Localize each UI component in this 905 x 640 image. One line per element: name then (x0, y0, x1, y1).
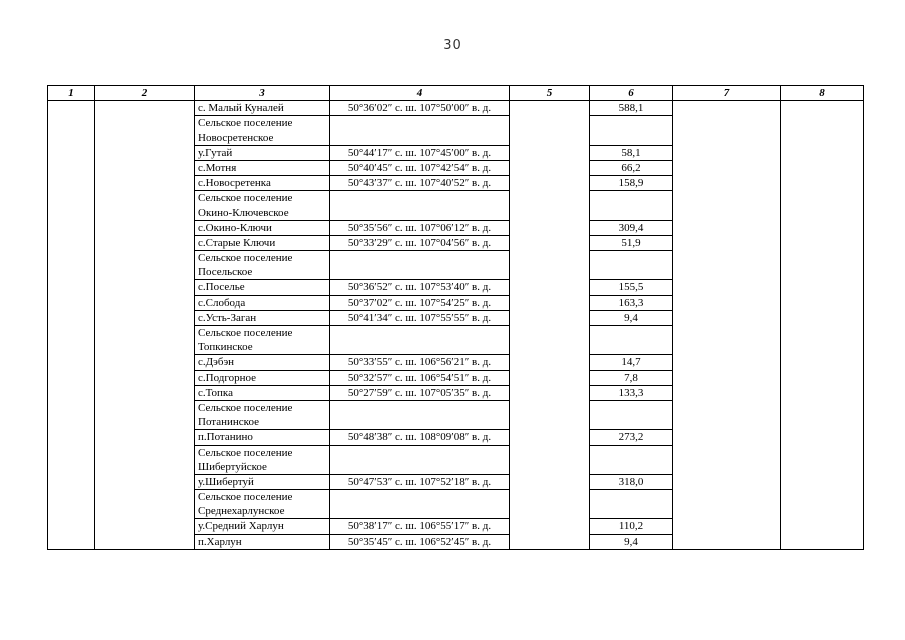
coordinates: 50°32′57″ с. ш. 106°54′51″ в. д. (330, 370, 510, 385)
value-cell (590, 490, 673, 505)
header-row (48, 86, 864, 101)
settlement-name: у.Гутай (195, 145, 330, 160)
settlement-name: с.Поселье (195, 280, 330, 295)
page-number: 30 (443, 38, 462, 53)
settlement-name: у.Средний Харлун (195, 519, 330, 534)
value-cell: 155,5 (590, 280, 673, 295)
value-cell: 7,8 (590, 370, 673, 385)
value-cell (590, 415, 673, 430)
coordinates: 50°33′29″ с. ш. 107°04′56″ в. д. (330, 235, 510, 250)
value-cell: 9,4 (590, 534, 673, 549)
section-label: Посельское (195, 265, 330, 280)
value-cell: 51,9 (590, 235, 673, 250)
value-cell (590, 340, 673, 355)
coordinates: 50°27′59″ с. ш. 107°05′35″ в. д. (330, 385, 510, 400)
value-cell (590, 265, 673, 280)
settlement-name: с.Дэбэн (195, 355, 330, 370)
settlement-name: п.Харлун (195, 534, 330, 549)
section-label: Сельское поселение (195, 116, 330, 131)
value-cell: 58,1 (590, 145, 673, 160)
table-body (48, 101, 864, 550)
section-label: Сельское поселение (195, 326, 330, 341)
col2-cell (95, 101, 195, 550)
section-label: Сельское поселение (195, 191, 330, 206)
coordinates: 50°35′56″ с. ш. 107°06′12″ в. д. (330, 220, 510, 235)
value-cell: 9,4 (590, 310, 673, 325)
value-cell: 14,7 (590, 355, 673, 370)
section-label: Потанинское (195, 415, 330, 430)
section-label: Шибертуйское (195, 460, 330, 475)
coordinates (330, 460, 510, 475)
coordinates: 50°36′02″ с. ш. 107°50′00″ в. д. (330, 101, 510, 116)
settlement-name: с.Топка (195, 385, 330, 400)
col7-cell (673, 101, 781, 550)
value-cell (590, 460, 673, 475)
coordinates: 50°33′55″ с. ш. 106°56′21″ в. д. (330, 355, 510, 370)
value-cell: 158,9 (590, 176, 673, 191)
coordinates: 50°40′45″ с. ш. 107°42′54″ в. д. (330, 160, 510, 175)
coordinates (330, 191, 510, 206)
value-cell (590, 445, 673, 460)
header-cell: 3 (195, 86, 330, 101)
settlement-name: с.Новосретенка (195, 176, 330, 191)
coordinates: 50°37′02″ с. ш. 107°54′25″ в. д. (330, 295, 510, 310)
value-cell (590, 206, 673, 221)
value-cell: 309,4 (590, 220, 673, 235)
coordinates (330, 251, 510, 266)
settlement-name: с.Подгорное (195, 370, 330, 385)
settlements-table (47, 85, 864, 550)
coordinates (330, 326, 510, 341)
coordinates: 50°47′53″ с. ш. 107°52′18″ в. д. (330, 474, 510, 489)
settlement-name: с. Малый Куналей (195, 101, 330, 116)
value-cell: 588,1 (590, 101, 673, 116)
section-label: Топкинское (195, 340, 330, 355)
coordinates (330, 131, 510, 146)
header-cell: 1 (48, 86, 95, 101)
settlement-name: с.Мотня (195, 160, 330, 175)
coordinates: 50°36′52″ с. ш. 107°53′40″ в. д. (330, 280, 510, 295)
col1-cell (48, 101, 95, 550)
settlement-name: у.Шибертуй (195, 474, 330, 489)
col5-cell (510, 101, 590, 550)
value-cell: 318,0 (590, 474, 673, 489)
header-cell: 8 (781, 86, 864, 101)
value-cell: 66,2 (590, 160, 673, 175)
coordinates: 50°44′17″ с. ш. 107°45′00″ в. д. (330, 145, 510, 160)
header-cell: 5 (510, 86, 590, 101)
value-cell (590, 116, 673, 131)
coordinates (330, 340, 510, 355)
settlement-name: с.Слобода (195, 295, 330, 310)
value-cell (590, 251, 673, 266)
coordinates: 50°41′34″ с. ш. 107°55′55″ в. д. (330, 310, 510, 325)
settlement-name: с.Окино-Ключи (195, 220, 330, 235)
coordinates: 50°38′17″ с. ш. 106°55′17″ в. д. (330, 519, 510, 534)
coordinates: 50°43′37″ с. ш. 107°40′52″ в. д. (330, 176, 510, 191)
coordinates (330, 504, 510, 519)
coordinates (330, 445, 510, 460)
section-label: Сельское поселение (195, 490, 330, 505)
col8-cell (781, 101, 864, 550)
section-label: Среднехарлунское (195, 504, 330, 519)
section-label: Сельское поселение (195, 400, 330, 415)
coordinates (330, 400, 510, 415)
value-cell: 110,2 (590, 519, 673, 534)
value-cell (590, 400, 673, 415)
header-cell: 7 (673, 86, 781, 101)
value-cell (590, 191, 673, 206)
settlement-name: с.Старые Ключи (195, 235, 330, 250)
coordinates: 50°35′45″ с. ш. 106°52′45″ в. д. (330, 534, 510, 549)
value-cell: 133,3 (590, 385, 673, 400)
settlement-name: с.Усть-Заган (195, 310, 330, 325)
coordinates (330, 490, 510, 505)
coordinates (330, 265, 510, 280)
section-label: Новосретенское (195, 131, 330, 146)
coordinates (330, 116, 510, 131)
table-row (48, 101, 864, 116)
value-cell: 163,3 (590, 295, 673, 310)
value-cell (590, 504, 673, 519)
header-cell: 6 (590, 86, 673, 101)
settlement-name: п.Потанино (195, 430, 330, 445)
section-label: Сельское поселение (195, 251, 330, 266)
coordinates (330, 206, 510, 221)
header-cell: 2 (95, 86, 195, 101)
header-cell: 4 (330, 86, 510, 101)
coordinates: 50°48′38″ с. ш. 108°09′08″ в. д. (330, 430, 510, 445)
coordinates (330, 415, 510, 430)
value-cell (590, 131, 673, 146)
section-label: Окино-Ключевское (195, 206, 330, 221)
value-cell (590, 326, 673, 341)
value-cell: 273,2 (590, 430, 673, 445)
section-label: Сельское поселение (195, 445, 330, 460)
